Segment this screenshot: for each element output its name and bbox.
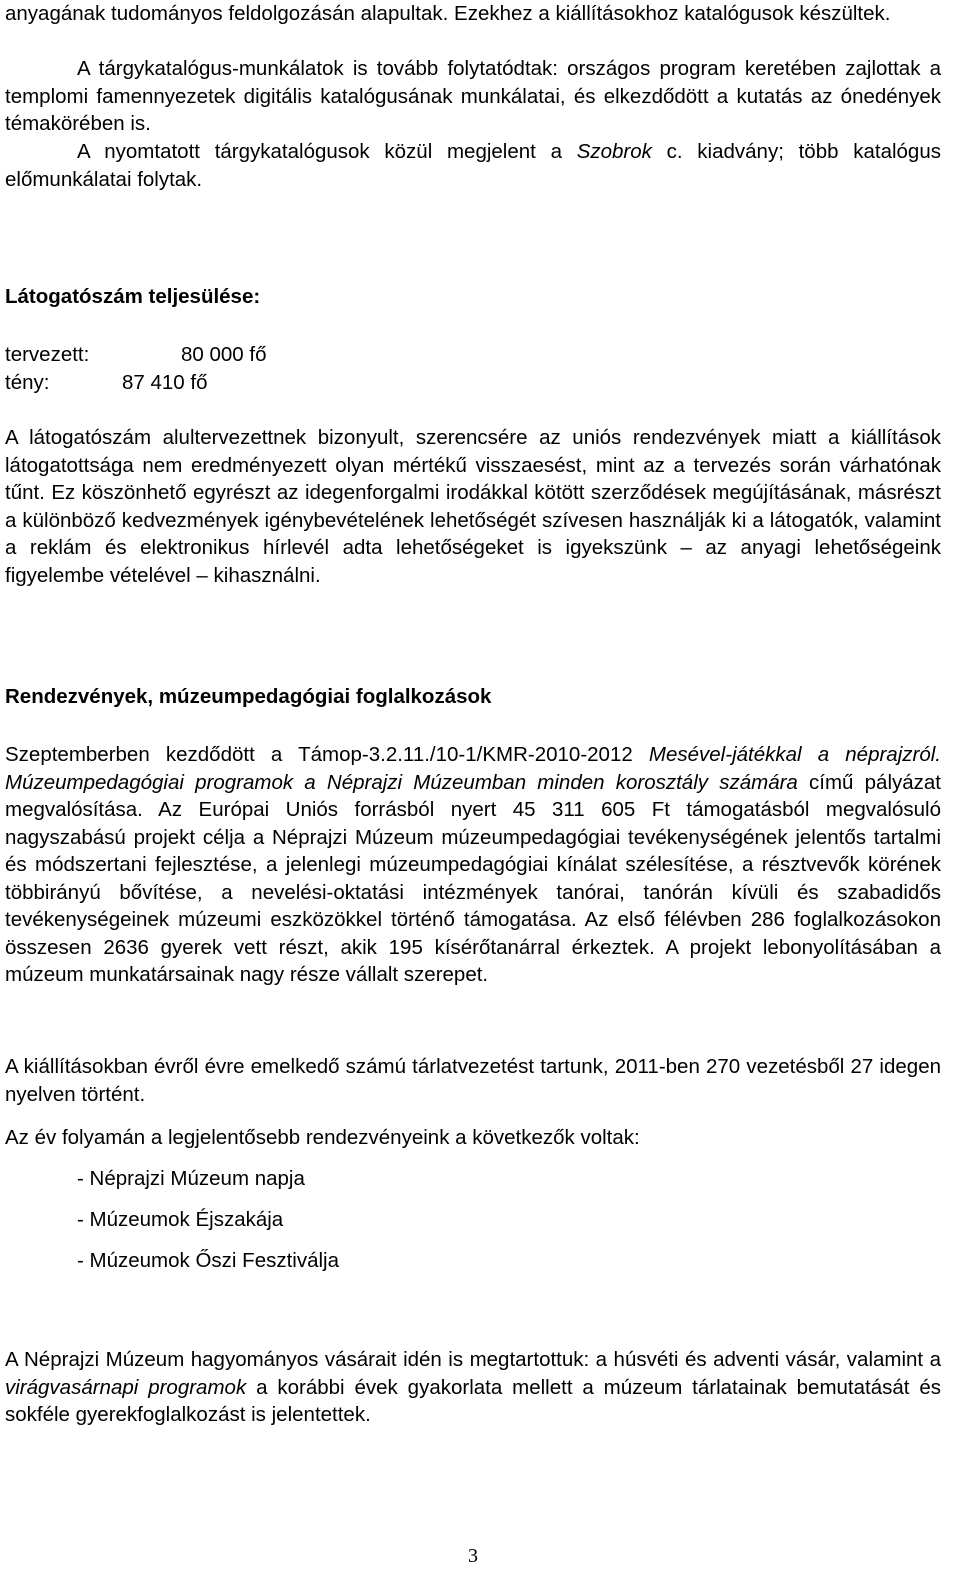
planned-label: tervezett: [5, 343, 90, 366]
text-span: Szeptemberben kezdődött a Támop-3.2.11./10-1/KMR-2010-2012 [5, 743, 649, 766]
planned-value: 80 000 fő [181, 343, 267, 366]
paragraph-visitor-analysis: A látogatószám alultervezettnek bizonyult, szerencsére az uniós rendezvények miatt a kiállítások látogatottsága nem eredményezett olyan mértékű visszaesést, mint az a tervezés során várhatónak tűnt. Ez köszönhető egyrészt az idegenforgalmi irodákkal kötött szerződések megújításának, másrészt a különböző kedvezmények igénybevételének lehetőségét szívesen használják ki a látogatók, valamint a reklám és elektronikus hírlevél adta lehetőségeket is igyekszünk – az anyagi lehetőségeink figyelembe vételével – kihasználni. [5, 426, 941, 587]
text-span: A nyomtatott tárgykatalógusok közül megjelent a [77, 140, 577, 163]
list-item: - Néprajzi Múzeum napja [77, 1167, 305, 1190]
italic-project-title: Mesével-játékkal a néprajzról. Múzeumpedagógiai programok a Néprajzi Múzeumban minden korosztály számára [5, 743, 941, 794]
actual-label: tény: [5, 371, 50, 394]
italic-programs: virágvasárnapi programok [5, 1375, 247, 1399]
paragraph-tamop-project [5, 741, 941, 989]
paragraph-object-catalogues: A tárgykatalógus-munkálatok is tovább folytatódtak: országos program keretében zajlottak a templomi famennyezetek digitális katalógusának munkálatai, és elkezdődött a kutatás az ónedények témakörében is. [5, 57, 941, 135]
heading-events: Rendezvények, múzeumpedagógiai foglalkozások [5, 685, 492, 708]
paragraph-fairs [5, 1346, 941, 1429]
paragraph-printed-catalogues [5, 138, 941, 193]
list-item: - Múzeumok Éjszakája [77, 1208, 284, 1231]
events-list [77, 1165, 339, 1288]
page-number: 3 [468, 1545, 478, 1567]
paragraph-events-intro: Az év folyamán a legjelentősebb rendezvényeink a következők voltak: [5, 1126, 640, 1149]
heading-visitor-numbers: Látogatószám teljesülése: [5, 285, 261, 308]
text-span: című pályázat megvalósítása. Az Európai Uniós forrásból nyert 45 311 605 Ft támogatásból megvalósuló nagyszabású projekt célja a Néprajzi Múzeum múzeumpedagógiai tevékenységének jelentős tartalmi és módszertani fejlesztése, a jelenlegi múzeumpedagógiai kínálat szélesítése, a résztvevők körének többirányú bővítése, a nevelési-oktatási intézmények tanórai, tanórán kívüli és szabadidős tevékenységeinek múzeumi eszközökkel történő támogatása. Az első félévben 286 foglalkozásokon összesen 2636 gyerek vett részt, akik 195 kísérőtanárral érkeztek. A projekt lebonyolításában a múzeum munkatársainak nagy része vállalt szerepet. [5, 770, 942, 986]
text-span: c. kiadvány; több katalógus előmunkálatai folytak. [5, 140, 941, 191]
paragraph-exhibition-catalogues: anyagának tudományos feldolgozásán alapultak. Ezekhez a kiállításokhoz katalógusok készültek. [5, 2, 891, 25]
actual-value: 87 410 fő [122, 371, 208, 394]
paragraph-guided-tours: A kiállításokban évről évre emelkedő számú tárlatvezetést tartunk, 2011-ben 270 vezetésből 27 idegen nyelven történt. [5, 1055, 941, 1106]
italic-title: Szobrok [576, 140, 652, 163]
text-span: A Néprajzi Múzeum hagyományos vásárait idén is megtartottuk: a húsvéti és adventi vásár, valamint a [5, 1348, 941, 1371]
list-item: - Múzeumok Őszi Fesztiválja [77, 1249, 340, 1272]
actual-visitors-row [5, 369, 208, 397]
text-span: a korábbi évek gyakorlata mellett a múzeum tárlatainak bemutatását és sokféle gyerekfoglalkozást is jelentettek. [5, 1375, 941, 1426]
planned-visitors-row [5, 341, 267, 369]
